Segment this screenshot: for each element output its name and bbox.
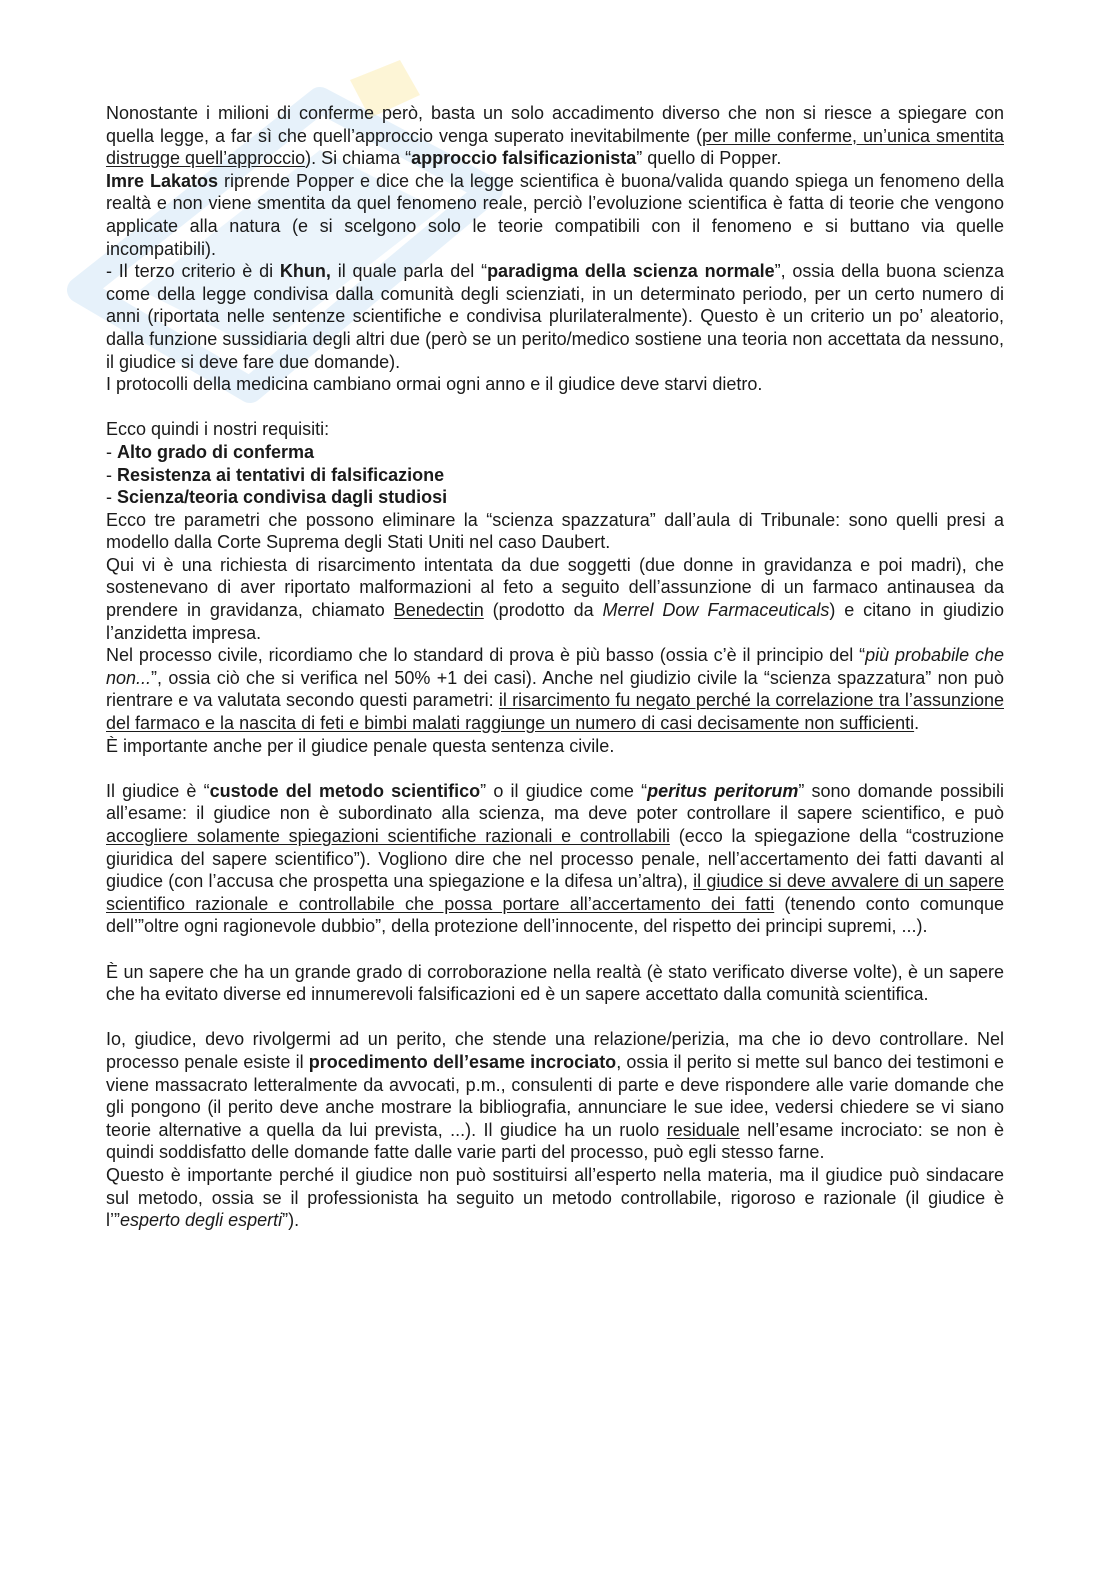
paragraph-lakatos: Imre Lakatos riprende Popper e dice che la legge scientifica è buona/valida quando spiega un fenomeno della realtà e non viene smentita da quel fenomeno reale, perciò l’evoluzione scientifica è fatta di teorie che vengono applicate alla natura (e si scelgono solo le teorie compatibili con il fenomeno e si buttano via quelle incompatibili). xyxy=(106,170,1004,259)
paragraph-popper: Nonostante i milioni di conferme però, basta un solo accadimento diverso che non si riesce a spiegare con quella legge, a far sì che quell’approccio venga superato inevitabilmente (per mille conferme, un’unica smentita distrugge quell’approccio). Si chiama “approccio falsificazionista” quello di Popper. xyxy=(106,103,1004,169)
paragraph-khun: - Il terzo criterio è di Khun, il quale parla del “paradigma della scienza normale”, ossia della buona scienza come della legge condivisa dalla comunità degli scienziati, in un determinato periodo, per un certo numero di anni (riportata nelle sentenze scientifiche e condivisa plurilateralmente). Questo è un criterio un po’ aleatorio, dalla funzione sussidiaria degli altri due (però se un perito/medico sostiene una teoria non accettata da nessuno, il giudice si deve fare due domande). xyxy=(106,261,1004,372)
paragraph-gap xyxy=(106,938,1004,961)
paragraph-benedectin: Qui vi è una richiesta di risarcimento intentata da due soggetti (due donne in gravidanza e poi madri), che sostenevano di aver riportato malformazioni al feto a seguito dell’assunzione di un farmaco antinausea da prendere in gravidanza, chiamato Benedectin (prodotto da Merrel Dow Farmaceuticals) e citano in giudizio l’anzidetta impresa. xyxy=(106,554,1004,643)
paragraph-penal-judge: È importante anche per il giudice penale questa sentenza civile. xyxy=(106,735,615,756)
requirement-item: - Resistenza ai tentativi di falsificazione xyxy=(106,464,445,485)
paragraph-requirements-intro: Ecco quindi i nostri requisiti: xyxy=(106,419,330,440)
requirement-item: - Scienza/teoria condivisa dagli studiosi xyxy=(106,487,448,508)
paragraph-custode: Il giudice è “custode del metodo scientifico” o il giudice come “peritus peritorum” sono domande possibili all’esame: il giudice non è subordinato alla scienza, ma deve poter controllare il sapere scientifico, e può accogliere solamente spiegazioni scientifiche razionali e controllabili (ecco la spiegazione della “costruzione giuridica del sapere scientifico”). Vogliono dire che nel processo penale, nell’accertamento dei fatti davanti al giudice (con l’accusa che prospetta una spiegazione e la difesa un’altra), il giudice si deve avvalere di un sapere scientifico razionale e controllabile che possa portare all’accertamento dei fatti (tenendo conto comunque dell’”oltre ogni ragionevole dubbio”, della protezione dell’innocente, del rispetto dei principi supremi, ...). xyxy=(106,780,1005,937)
paragraph-gap xyxy=(106,1006,1004,1029)
paragraph-daubert: Ecco tre parametri che possono eliminare la “scienza spazzatura” dall’aula di Tribunale: sono quelli presi a modello dalla Corte Suprema degli Stati Uniti nel caso Daubert. xyxy=(106,509,1004,553)
paragraph-expert-of-experts: Questo è importante perché il giudice non può sostituirsi all’esperto nella materia, ma il giudice può sindacare sul metodo, ossia se il professionista ha seguito un metodo controllabile, rigoroso e razionale (il giudice è l’”esperto degli esperti”). xyxy=(106,1164,1004,1231)
document-body xyxy=(106,102,1004,1232)
paragraph-gap xyxy=(106,757,1004,780)
paragraph-protocols: I protocolli della medicina cambiano ormai ogni anno e il giudice deve starvi dietro. xyxy=(106,374,763,395)
paragraph-corroboration: È un sapere che ha un grande grado di corroborazione nella realtà (è stato verificato diverse volte), è un sapere che ha evitato diverse ed innumerevoli falsificazioni ed è un sapere accettato dalla comunità scientifica. xyxy=(106,961,1004,1005)
paragraph-gap xyxy=(106,396,1004,419)
paragraph-cross-examination: Io, giudice, devo rivolgermi ad un perito, che stende una relazione/perizia, ma che io devo controllare. Nel processo penale esiste il procedimento dell’esame incrociato, ossia il perito si mette sul banco dei testimoni e viene massacrato letteralmente da avvocati, p.m., consulenti di parte e deve rispondere alle varie domande che gli pongono (il perito deve anche mostrare la bibliografia, annunciare le sue idee, vedersi chiedere se vi siano teorie alternative a quella da lui prevista, ...). Il giudice ha un ruolo residuale nell’esame incrociato: se non è quindi soddisfatto delle domande fatte dalle varie parti del processo, può egli stesso farne. xyxy=(106,1029,1005,1163)
requirement-item: - Alto grado di conferma xyxy=(106,441,315,462)
paragraph-civil-process: Nel processo civile, ricordiamo che lo standard di prova è più basso (ossia c’è il principio del “più probabile che non...”, ossia ciò che si verifica nel 50% +1 dei casi). Anche nel giudizio civile la “scienza spazzatura” non può rientrare e va valutata secondo questi parametri: il risarcimento fu negato perché la correlazione tra l’assunzione del farmaco e la nascita di feti e bimbi malati raggiunge un numero di casi decisamente non sufficienti. xyxy=(106,645,1004,734)
